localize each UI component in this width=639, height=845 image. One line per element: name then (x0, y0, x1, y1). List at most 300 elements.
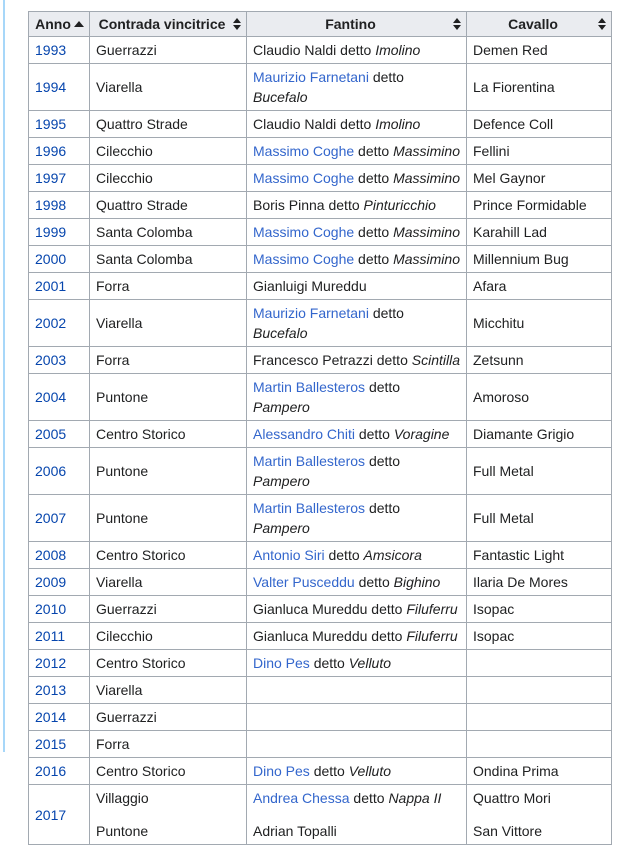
year-link[interactable]: 2000 (35, 251, 67, 267)
fantino-nickname: Bucefalo (253, 89, 308, 105)
detto-label: detto (372, 305, 404, 321)
year-cell (29, 192, 90, 219)
fantino-entry (253, 377, 460, 417)
contrada-cell (90, 192, 247, 219)
year-link[interactable]: 1997 (35, 170, 67, 186)
palio-results-table (28, 11, 612, 845)
cavallo-cell (467, 165, 612, 192)
cavallo-cell (467, 704, 612, 731)
contrada-name: Cilecchio (96, 143, 153, 159)
fantino-cell (247, 495, 467, 542)
year-cell (29, 273, 90, 300)
fantino-entry (253, 626, 460, 646)
contrada-cell (90, 623, 247, 650)
year-cell (29, 542, 90, 569)
year-cell (29, 677, 90, 704)
detto-label: detto (358, 224, 390, 240)
fantino-name: Boris Pinna (253, 197, 325, 213)
fantino-link[interactable]: Dino Pes (253, 655, 310, 671)
detto-label: detto (340, 42, 372, 58)
cavallo-cell (467, 347, 612, 374)
cavallo-cell (467, 448, 612, 495)
table-row (29, 246, 612, 273)
fantino-name: Gianluca Mureddu (253, 601, 368, 617)
contrada-name: Santa Colomba (96, 251, 193, 267)
fantino-name: Claudio Naldi (253, 116, 337, 132)
year-cell (29, 37, 90, 64)
cavallo-cell (467, 273, 612, 300)
cavallo-name: Diamante Grigio (473, 426, 575, 442)
fantino-nickname: Massimino (393, 143, 460, 159)
cavallo-name: Full Metal (473, 510, 534, 526)
table-row (29, 785, 612, 845)
table-row (29, 542, 612, 569)
cavallo-cell (467, 374, 612, 421)
column-header-anno[interactable] (29, 12, 90, 37)
year-link[interactable]: 2017 (35, 806, 67, 823)
contrada-name: Quattro Strade (96, 116, 188, 132)
year-cell (29, 650, 90, 677)
cavallo-name: Amoroso (473, 389, 530, 405)
fantino-cell (247, 677, 467, 704)
year-link[interactable]: 2013 (35, 682, 67, 698)
table-row (29, 374, 612, 421)
fantino-nickname: Imolino (375, 116, 421, 132)
year-link[interactable]: 2001 (35, 278, 67, 294)
fantino-entry (253, 168, 460, 188)
table-row (29, 421, 612, 448)
cavallo-cell (467, 421, 612, 448)
fantino-cell (247, 138, 467, 165)
fantino-entry (253, 303, 460, 343)
year-link[interactable]: 2011 (35, 628, 66, 644)
table-row (29, 192, 612, 219)
detto-label: detto (358, 143, 390, 159)
contrada-name: Viarella (96, 79, 143, 95)
year-cell (29, 731, 90, 758)
cavallo-cell (467, 246, 612, 273)
sort-both-icon (453, 18, 461, 30)
contrada-cell (90, 300, 247, 347)
fantino-entry (253, 788, 460, 808)
column-header-label: Cavallo (508, 16, 558, 32)
cavallo-name: Afara (473, 278, 507, 294)
fantino-nickname: Massimino (393, 170, 460, 186)
detto-label: detto (340, 116, 372, 132)
contrada-cell (90, 677, 247, 704)
fantino-cell (247, 758, 467, 785)
year-cell (29, 596, 90, 623)
cavallo-cell (467, 731, 612, 758)
contrada-cell (90, 37, 247, 64)
detto-label: detto (358, 251, 390, 267)
year-cell (29, 758, 90, 785)
contrada-name: Guerrazzi (96, 709, 157, 725)
fantino-link[interactable]: Valter Pusceddu (253, 574, 355, 590)
fantino-cell (247, 731, 467, 758)
cavallo-cell (467, 495, 612, 542)
contrada-name: Forra (96, 352, 130, 368)
detto-label: detto (368, 453, 401, 469)
fantino-link[interactable]: Maurizio Farnetani (253, 69, 369, 85)
cavallo-cell (467, 596, 612, 623)
detto-label: detto (368, 379, 401, 395)
column-header-contrada[interactable] (90, 12, 247, 37)
contrada-cell (90, 704, 247, 731)
year-link[interactable]: 2016 (35, 763, 67, 779)
fantino-name: Adrian Topalli (253, 823, 337, 839)
fantino-link[interactable]: Martin Ballesteros (253, 379, 366, 395)
fantino-cell (247, 569, 467, 596)
cavallo-cell (467, 219, 612, 246)
cavallo-name: Zetsunn (473, 352, 524, 368)
year-link[interactable]: 2002 (35, 315, 67, 331)
detto-label: detto (376, 352, 408, 368)
contrada-cell (90, 111, 247, 138)
fantino-entry (253, 195, 460, 215)
year-cell (29, 704, 90, 731)
year-cell (29, 623, 90, 650)
sort-both-icon (598, 18, 606, 30)
cavallo-name: Quattro Mori (473, 790, 551, 806)
cavallo-name: Demen Red (473, 42, 548, 58)
table-row (29, 495, 612, 542)
contrada-cell (90, 731, 247, 758)
cavallo-cell (467, 623, 612, 650)
table-row (29, 623, 612, 650)
table-row (29, 731, 612, 758)
fantino-cell (247, 542, 467, 569)
contrada-name: Centro Storico (96, 655, 186, 671)
contrada-name: Viarella (96, 682, 143, 698)
year-link[interactable]: 2014 (35, 709, 67, 725)
fantino-cell (247, 347, 467, 374)
year-cell (29, 495, 90, 542)
contrada-name: Guerrazzi (96, 42, 157, 58)
cavallo-cell (467, 111, 612, 138)
cavallo-cell (467, 758, 612, 785)
contrada-cell (90, 596, 247, 623)
fantino-link[interactable]: Massimo Coghe (253, 143, 355, 159)
cavallo-cell (467, 785, 612, 845)
year-link[interactable]: 1996 (35, 143, 67, 159)
fantino-entry (253, 451, 460, 491)
year-cell (29, 785, 90, 845)
table-header-row (29, 12, 612, 37)
fantino-nickname: Bucefalo (253, 325, 308, 341)
cavallo-cell (467, 300, 612, 347)
fantino-nickname: Massimino (393, 224, 460, 240)
year-cell (29, 300, 90, 347)
table-row (29, 64, 612, 111)
cavallo-name: Mel Gaynor (473, 170, 546, 186)
contrada-cell (90, 273, 247, 300)
year-cell (29, 347, 90, 374)
fantino-link[interactable]: Andrea Chessa (253, 790, 350, 806)
year-link[interactable]: 1993 (35, 42, 67, 58)
fantino-cell (247, 273, 467, 300)
fantino-cell (247, 448, 467, 495)
fantino-link[interactable]: Maurizio Farnetani (253, 305, 369, 321)
fantino-cell (247, 300, 467, 347)
detto-label: detto (313, 763, 345, 779)
fantino-link[interactable]: Martin Ballesteros (253, 453, 366, 469)
year-cell (29, 569, 90, 596)
year-link[interactable]: 1994 (35, 79, 67, 95)
year-link[interactable]: 2004 (35, 389, 67, 405)
year-cell (29, 111, 90, 138)
year-link[interactable]: 2005 (35, 426, 67, 442)
fantino-cell (247, 219, 467, 246)
fantino-nickname: Velluto (348, 655, 392, 671)
fantino-link[interactable]: Dino Pes (253, 763, 310, 779)
fantino-entry (253, 276, 460, 296)
fantino-entry (253, 761, 460, 781)
contrada-name: Cilecchio (96, 628, 153, 644)
table-row (29, 650, 612, 677)
fantino-name: Francesco Petrazzi (253, 352, 373, 368)
fantino-entry (253, 222, 460, 242)
year-cell (29, 138, 90, 165)
cavallo-cell (467, 192, 612, 219)
contrada-name: Quattro Strade (96, 197, 188, 213)
table-row (29, 448, 612, 495)
fantino-entry (253, 141, 460, 161)
cavallo-cell (467, 138, 612, 165)
table-body (29, 37, 612, 845)
sort-both-icon (233, 18, 241, 30)
fantino-cell (247, 192, 467, 219)
fantino-cell (247, 111, 467, 138)
detto-label: detto (358, 170, 390, 186)
year-cell (29, 219, 90, 246)
fantino-cell (247, 246, 467, 273)
detto-label: detto (371, 601, 403, 617)
contrada-cell (90, 165, 247, 192)
fantino-nickname: Nappa II (388, 790, 442, 806)
contrada-name: Viarella (96, 574, 143, 590)
fantino-nickname: Pampero (253, 520, 310, 536)
fantino-nickname: Massimino (393, 251, 460, 267)
column-header-label: Fantino (325, 16, 376, 32)
contrada-cell (90, 374, 247, 421)
year-cell (29, 448, 90, 495)
year-link[interactable]: 2007 (35, 510, 67, 526)
cavallo-cell (467, 542, 612, 569)
year-link[interactable]: 2003 (35, 352, 67, 368)
year-cell (29, 374, 90, 421)
contrada-name: Puntone (96, 389, 149, 405)
contrada-name: Forra (96, 736, 130, 752)
detto-label: detto (358, 426, 390, 442)
fantino-cell (247, 785, 467, 845)
detto-label: detto (328, 197, 360, 213)
column-header-label: Contrada vincitrice (98, 16, 226, 32)
sort-ascending-icon (74, 21, 84, 27)
fantino-cell (247, 374, 467, 421)
cavallo-name: Fellini (473, 143, 510, 159)
cavallo-name: Isopac (473, 601, 515, 617)
fantino-name: Gianluigi Mureddu (253, 278, 367, 294)
fantino-nickname: Imolino (375, 42, 421, 58)
contrada-cell (90, 219, 247, 246)
year-link[interactable]: 2008 (35, 547, 67, 563)
detto-label: detto (372, 69, 404, 85)
contrada-name: Forra (96, 278, 130, 294)
year-cell (29, 246, 90, 273)
fantino-nickname: Voragine (393, 426, 450, 442)
cavallo-cell (467, 569, 612, 596)
contrada-cell (90, 64, 247, 111)
column-header-cavallo[interactable] (467, 12, 612, 37)
table-row (29, 677, 612, 704)
fantino-cell (247, 650, 467, 677)
detto-label: detto (358, 574, 390, 590)
fantino-entry (253, 545, 460, 565)
contrada-name: Puntone (96, 823, 149, 839)
fantino-entry (253, 424, 460, 444)
year-link[interactable]: 2006 (35, 463, 67, 479)
table-row (29, 569, 612, 596)
contrada-name: Puntone (96, 463, 149, 479)
contrada-cell (90, 448, 247, 495)
cavallo-name: Full Metal (473, 463, 534, 479)
fantino-nickname: Velluto (348, 763, 392, 779)
column-header-fantino[interactable] (247, 12, 467, 37)
fantino-link[interactable]: Massimo Coghe (253, 224, 355, 240)
table-row (29, 300, 612, 347)
year-link[interactable]: 1999 (35, 224, 67, 240)
fantino-nickname: Pampero (253, 399, 310, 415)
fantino-nickname: Bighino (393, 574, 441, 590)
fantino-nickname: Filuferru (406, 628, 458, 644)
column-header-label: Anno (35, 16, 71, 32)
cavallo-name: Isopac (473, 628, 515, 644)
contrada-cell (90, 542, 247, 569)
cavallo-name: Micchitu (473, 315, 525, 331)
cavallo-name: Prince Formidable (473, 197, 587, 213)
table-row (29, 165, 612, 192)
contrada-name: Centro Storico (96, 426, 186, 442)
contrada-name: Villaggio (96, 790, 149, 806)
fantino-cell (247, 596, 467, 623)
fantino-entry (253, 350, 460, 370)
fantino-entry (253, 653, 460, 673)
contrada-name: Cilecchio (96, 170, 153, 186)
year-link[interactable]: 2009 (35, 574, 67, 590)
year-link[interactable]: 2012 (35, 655, 67, 671)
fantino-entry (253, 599, 460, 619)
fantino-cell (247, 37, 467, 64)
table-row (29, 138, 612, 165)
contrada-cell (90, 246, 247, 273)
fantino-entry (253, 40, 460, 60)
detto-label: detto (313, 655, 345, 671)
fantino-cell (247, 623, 467, 650)
contrada-name: Santa Colomba (96, 224, 193, 240)
table-row (29, 596, 612, 623)
year-link[interactable]: 2010 (35, 601, 67, 617)
contrada-cell (90, 138, 247, 165)
table-row (29, 37, 612, 64)
fantino-cell (247, 64, 467, 111)
detto-label: detto (353, 790, 385, 806)
fantino-entry (253, 821, 460, 841)
table-row (29, 347, 612, 374)
contrada-name: Viarella (96, 315, 143, 331)
table-row (29, 111, 612, 138)
cavallo-name: La Fiorentina (473, 79, 555, 95)
year-cell (29, 64, 90, 111)
table-row (29, 758, 612, 785)
fantino-nickname: Filuferru (406, 601, 458, 617)
cavallo-name: Ondina Prima (473, 763, 559, 779)
year-link[interactable]: 2015 (35, 736, 67, 752)
fantino-entry (253, 67, 460, 107)
contrada-cell (90, 650, 247, 677)
table-row (29, 273, 612, 300)
fantino-name: Gianluca Mureddu (253, 628, 368, 644)
fantino-cell (247, 704, 467, 731)
fantino-nickname: Amsicora (363, 547, 422, 563)
contrada-cell (90, 785, 247, 845)
contrada-cell (90, 758, 247, 785)
contrada-cell (90, 347, 247, 374)
year-link[interactable]: 1995 (35, 116, 67, 132)
cavallo-name: Ilaria De Mores (473, 574, 568, 590)
cavallo-name: San Vittore (473, 823, 543, 839)
cavallo-cell (467, 64, 612, 111)
cavallo-name: Millennium Bug (473, 251, 569, 267)
fantino-entry (253, 249, 460, 269)
cavallo-cell (467, 650, 612, 677)
fantino-entry (253, 572, 460, 592)
contrada-cell (90, 569, 247, 596)
contrada-name: Centro Storico (96, 763, 186, 779)
fantino-cell (247, 421, 467, 448)
fantino-link[interactable]: Massimo Coghe (253, 170, 355, 186)
fantino-link[interactable]: Alessandro Chiti (253, 426, 355, 442)
detto-label: detto (368, 500, 401, 516)
detto-label: detto (371, 628, 403, 644)
table-row (29, 704, 612, 731)
fantino-nickname: Scintilla (411, 352, 460, 368)
fantino-name: Claudio Naldi (253, 42, 337, 58)
fantino-nickname: Pinturicchio (363, 197, 436, 213)
fantino-link[interactable]: Antonio Siri (253, 547, 325, 563)
fantino-cell (247, 165, 467, 192)
year-cell (29, 421, 90, 448)
cavallo-name: Defence Coll (473, 116, 554, 132)
fantino-nickname: Pampero (253, 473, 310, 489)
detto-label: detto (328, 547, 360, 563)
fantino-link[interactable]: Massimo Coghe (253, 251, 355, 267)
year-link[interactable]: 1998 (35, 197, 67, 213)
contrada-name: Puntone (96, 510, 149, 526)
year-cell (29, 165, 90, 192)
contrada-cell (90, 421, 247, 448)
contrada-name: Guerrazzi (96, 601, 157, 617)
fantino-entry (253, 498, 460, 538)
contrada-name: Centro Storico (96, 547, 186, 563)
cavallo-cell (467, 37, 612, 64)
cavallo-name: Karahill Lad (473, 224, 547, 240)
cavallo-cell (467, 677, 612, 704)
cavallo-name: Fantastic Light (473, 547, 565, 563)
table-row (29, 219, 612, 246)
fantino-link[interactable]: Martin Ballesteros (253, 500, 366, 516)
contrada-cell (90, 495, 247, 542)
